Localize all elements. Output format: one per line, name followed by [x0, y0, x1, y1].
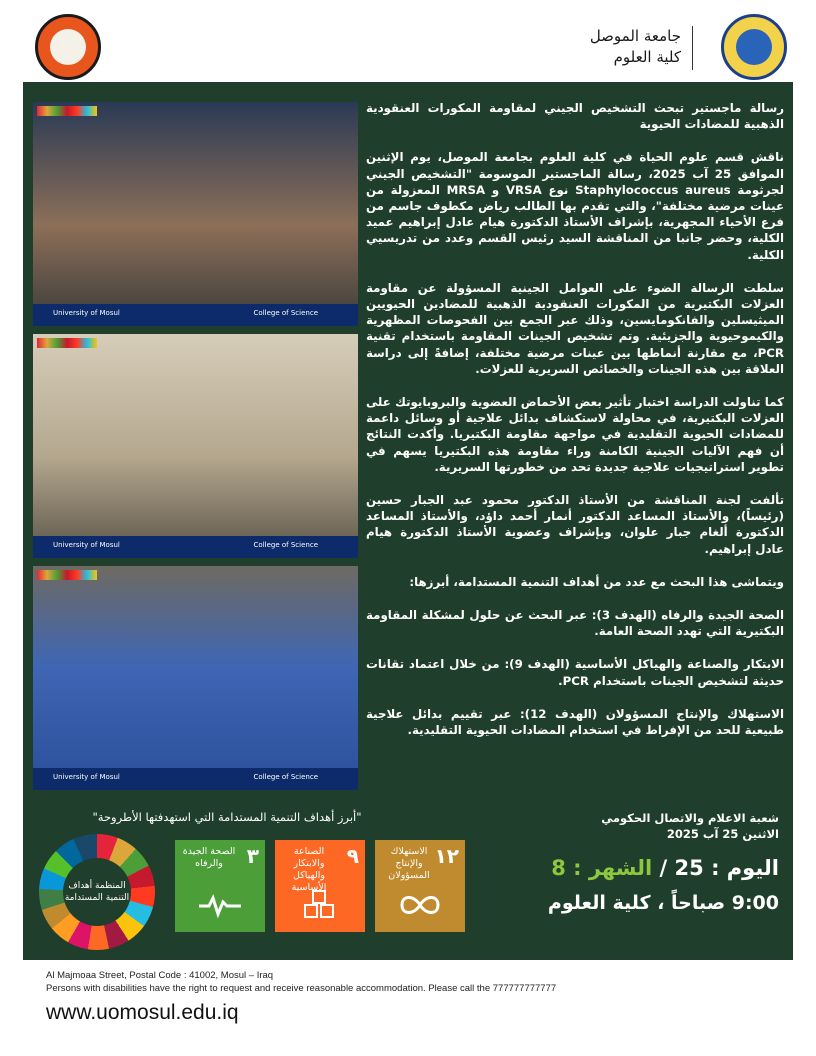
article-body: [366, 100, 784, 755]
photo-presenter: [33, 102, 358, 326]
infinity-icon: [397, 890, 443, 920]
photo-strip-college: College of Science: [253, 773, 318, 781]
cubes-icon: [297, 890, 343, 920]
article-paragraph: الاستهلاك والإنتاج المسؤولان (الهدف 12): عبر تقييم بدائل علاجية طبيعية للحد من الإفراط في استخدام المضادات الحيوية التقليدية.: [366, 706, 784, 738]
photo-strip-university: University of Mosul: [53, 541, 120, 549]
article-paragraph: الابتكار والصناعة والهياكل الأساسية (الهدف 9): من خلال اعتماد تقانات حديثة لتشخيص الجينات باستخدام PCR.: [366, 657, 785, 688]
photo-strip-college: College of Science: [253, 541, 318, 549]
college-logo: [35, 14, 101, 80]
article-paragraph: كما تناولت الدراسة اختبار تأثير بعض الأحماض العضوية والبروبايوتك على العزلات البكتيرية، في محاولة لاستكشاف بدائل علاجية أو وسائل داعمة للمضادات الحيوية التقليدية في مواجهة مقاومة البكتيريا. وأكدت النتائج أن فهم الآليات الجينية الكامنة وراء مقاومة هذه البكتيريا يسهم في تطوير استراتيجيات علاجية جديدة تحد من خطورتها السريرية.: [366, 395, 784, 474]
sdg-caption: "أبرز أهداف التنمية المستدامة التي استهدفتها الأطروحة": [92, 810, 362, 824]
photo-strip-university: University of Mosul: [53, 309, 120, 317]
address-line: Al Majmoaa Street, Postal Code : 41002, Mosul – Iraq: [46, 970, 274, 981]
sdg-wheel-text: المنظمة أهداف التنمية المستدامة: [63, 858, 131, 926]
article-paragraph: سلطت الرسالة الضوء على العوامل الجينية المسؤولة عن مقاومة العزلات البكتيرية من المكورات العنقودية الذهبية للمضادين الحيويين الميثيسلين والفانكومايسين، وذلك عبر الجمع بين الفحوصات المظهرية والكيموحيوية والجزيئية. وتم تشخيص الجينات المقاومة باستخدام تقنية PCR، مع مقارنة أنماطها بين عينات مرضية مختلفة، إضافةً إلى دراسة العلاقة بين هذه الجينات والخصائص السريرية للعزلات.: [366, 280, 784, 376]
news-panel: [23, 82, 793, 960]
article-paragraph: تألفت لجنة المناقشة من الأستاذ الدكتور محمود عبد الجبار حسين (رئيساً)، والأستاذ المساعد الدكتور أنمار أحمد داؤد، والأستاذ المساعد الدكتورة ألغام جبار علوان، وبإشراف وعضوية الأستاذ الدكتورة هيام عادل إبراهيم.: [366, 493, 784, 556]
media-office: [543, 810, 779, 842]
header-divider: [692, 26, 693, 70]
sdg-tile-3: ٣ الصحة الجيدة والرفاه: [175, 840, 265, 932]
photo-strip-university: University of Mosul: [53, 773, 120, 781]
photo-committee: [33, 334, 358, 558]
institution-name: [590, 26, 681, 68]
date-separator: /: [659, 856, 668, 880]
event-date: [493, 856, 779, 880]
article-paragraph: الصحة الجيدة والرفاه (الهدف 3): عبر البحث عن حلول لمشكلة المقاومة البكتيرية التي تهدد الصحة العامة.: [366, 608, 784, 639]
month-value: 8: [551, 856, 566, 880]
heartbeat-icon: [197, 890, 243, 920]
publish-date: الاثنين 25 آب 2025: [666, 827, 779, 841]
media-office-name: شعبة الاعلام والاتصال الحكومي: [601, 811, 779, 825]
website-link[interactable]: www.uomosul.edu.iq: [46, 1001, 239, 1024]
article-paragraph: ناقش قسم علوم الحياة في كلية العلوم بجامعة الموصل، يوم الإثنين الموافق 25 آب 2025، رسالة الماجستير الموسومة "التشخيص الجيني لجرثومة Staphylococcus aureus نوع VRSA و MRSA المعزولة من عينات مرضية مختلفة"، والتي تقدم بها الطالب رياض مكطوف جاسم من فرع الأحياء المجهرية، بإشراف الأستاذ الدكتورة هيام عادل إبراهيم عميد الكلية، وحضر جانبا من المناقشة السيد رئيس القسم وعدد من تدريسيي الكلية.: [366, 150, 784, 262]
accessibility-note: Persons with disabilities have the right to request and receive reasonable accommodation. Please call the 777777777777: [46, 982, 557, 994]
university-logo: [721, 14, 787, 80]
article-paragraph: ويتماشى هذا البحث مع عدد من أهداف التنمية المستدامة، أبرزها:: [409, 574, 784, 589]
footer-contact: [46, 970, 556, 995]
day-value: 25: [674, 856, 704, 880]
photo-column: [33, 102, 358, 798]
photo-audience: [33, 566, 358, 790]
sdg-tile-12: ١٢ الاستهلاك والإنتاج المسؤولان: [375, 840, 465, 932]
photo-strip-college: College of Science: [253, 309, 318, 317]
article-title: رسالة ماجستير تبحث التشخيص الجيني لمقاومة المكورات العنقودية الذهبية للمضادات الحيوية: [366, 101, 784, 132]
sdg-tile-9: ٩ الصناعة والابتكار والهياكل الأساسية: [275, 840, 365, 932]
month-label: الشهر :: [573, 856, 653, 880]
event-time-location: 9:00 صباحاً ، كلية العلوم: [547, 892, 779, 914]
day-label: اليوم :: [711, 856, 779, 880]
university-name: جامعة الموصل: [589, 27, 681, 45]
college-name: كلية العلوم: [613, 48, 681, 66]
letterhead: [23, 12, 793, 82]
sdg-wheel-icon: [39, 834, 155, 950]
